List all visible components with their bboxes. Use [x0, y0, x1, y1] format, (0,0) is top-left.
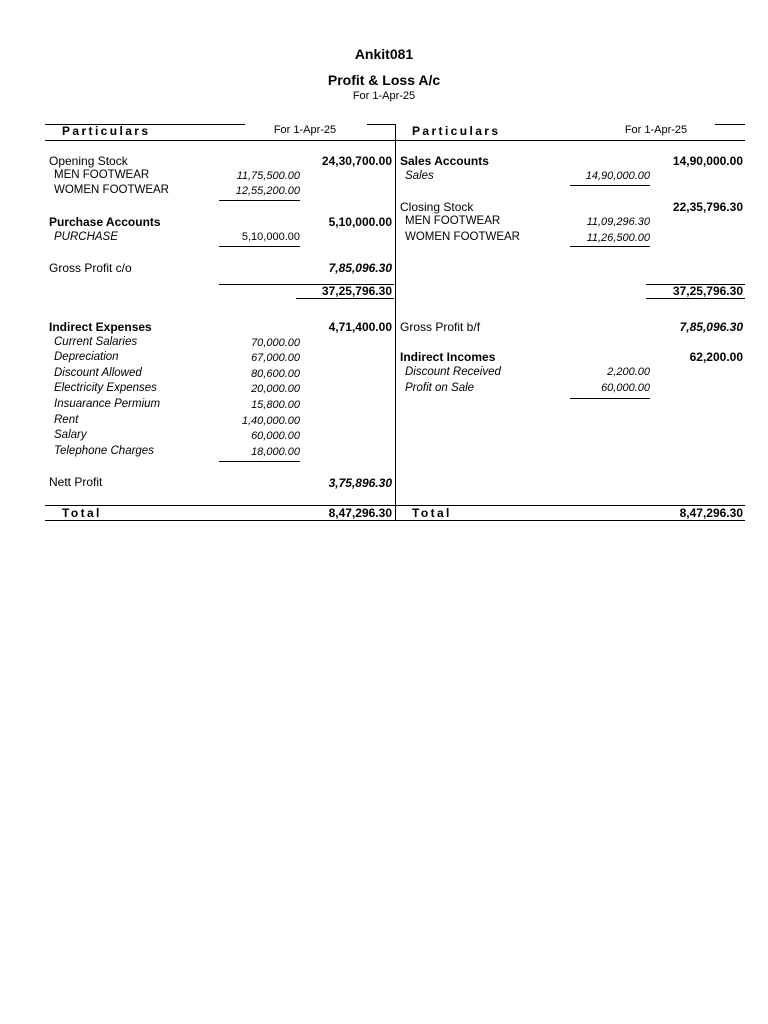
right-total-value: 8,47,296.30 — [679, 506, 743, 520]
opening-stock-underline — [219, 200, 300, 201]
opening-stock-label: Opening Stock — [49, 154, 128, 168]
expense-item-label: Electricity Expenses — [54, 382, 157, 394]
expense-item-value: 20,000.00 — [251, 383, 300, 395]
expense-item-label: Telephone Charges — [54, 445, 154, 457]
sales-accounts-label: Sales Accounts — [400, 154, 489, 168]
sales-underline — [570, 185, 650, 186]
expense-item-label: Rent — [54, 414, 79, 426]
header-top-rule-right — [715, 124, 745, 125]
right-period-header: For 1-Apr-25 — [624, 124, 688, 136]
closing-stock-item-label: WOMEN FOOTWEAR — [405, 231, 520, 243]
expense-item-value: 67,000.00 — [251, 352, 300, 364]
indirect-incomes-total: 62,200.00 — [689, 350, 743, 364]
sales-item-value: 14,90,000.00 — [585, 170, 650, 182]
total-bottom-rule — [45, 520, 745, 521]
closing-stock-label: Closing Stock — [400, 200, 474, 214]
expense-item-value: 80,600.00 — [251, 368, 300, 380]
nett-profit-label: Nett Profit — [49, 475, 103, 489]
gross-profit-co-value: 7,85,096.30 — [328, 261, 392, 275]
opening-stock-item-label: WOMEN FOOTWEAR — [54, 184, 169, 196]
expense-item-value: 15,800.00 — [251, 399, 300, 411]
purchase-item-value: 5,10,000.00 — [241, 231, 300, 243]
indirect-expenses-label: Indirect Expenses — [49, 320, 152, 334]
expense-item-label: Insuarance Permium — [54, 398, 161, 410]
left-particulars-header: Particulars — [62, 124, 151, 138]
expense-item-value: 70,000.00 — [251, 337, 300, 349]
expense-item-value: 18,000.00 — [251, 446, 300, 458]
column-divider — [395, 124, 396, 521]
left-total-value: 8,47,296.30 — [328, 506, 392, 520]
gross-profit-bf-label: Gross Profit b/f — [400, 320, 481, 334]
expense-item-label: Salary — [54, 429, 87, 441]
opening-stock-item-label: MEN FOOTWEAR — [54, 169, 150, 181]
closing-stock-item-label: MEN FOOTWEAR — [405, 215, 501, 227]
header-top-rule-mid — [367, 124, 395, 125]
gross-profit-bf-value: 7,85,096.30 — [679, 320, 743, 334]
report-title: Profit & Loss A/c — [327, 72, 441, 88]
opening-stock-total: 24,30,700.00 — [321, 154, 392, 168]
left-subtotal-value: 37,25,796.30 — [321, 284, 392, 298]
income-item-value: 60,000.00 — [601, 382, 650, 394]
closing-stock-item-value: 11,26,500.00 — [586, 232, 650, 244]
purchase-accounts-label: Purchase Accounts — [49, 215, 161, 229]
nett-profit-value: 3,75,896.30 — [328, 476, 392, 490]
left-period-header: For 1-Apr-25 — [273, 124, 337, 136]
right-total-label: Total — [412, 506, 452, 520]
incomes-underline — [570, 398, 650, 399]
report-period: For 1-Apr-25 — [352, 90, 416, 102]
right-subtotal-bottom-rule — [646, 298, 745, 299]
right-subtotal-value: 37,25,796.30 — [672, 284, 743, 298]
closing-stock-underline — [570, 246, 650, 247]
gross-profit-co-label: Gross Profit c/o — [49, 261, 132, 275]
company-name: Ankit081 — [354, 46, 414, 62]
expense-item-label: Current Salaries — [54, 336, 138, 348]
right-particulars-header: Particulars — [412, 124, 501, 138]
expense-item-value: 60,000.00 — [251, 430, 300, 442]
closing-stock-total: 22,35,796.30 — [672, 200, 743, 214]
purchase-underline — [219, 246, 300, 247]
expenses-underline — [219, 461, 300, 462]
opening-stock-item-value: 12,55,200.00 — [235, 185, 300, 197]
indirect-expenses-total: 4,71,400.00 — [328, 320, 392, 334]
opening-stock-item-value: 11,75,500.00 — [236, 170, 300, 182]
left-subtotal-bottom-rule — [296, 298, 394, 299]
income-item-label: Discount Received — [405, 366, 501, 378]
income-item-label: Profit on Sale — [405, 382, 475, 394]
left-total-label: Total — [62, 506, 102, 520]
purchase-accounts-total: 5,10,000.00 — [328, 215, 392, 229]
expense-item-label: Depreciation — [54, 351, 119, 363]
closing-stock-item-value: 11,09,296.30 — [586, 216, 650, 228]
indirect-incomes-label: Indirect Incomes — [400, 350, 496, 364]
sales-item-label: Sales — [405, 170, 434, 182]
total-top-rule — [45, 505, 745, 506]
income-item-value: 2,200.00 — [607, 366, 650, 378]
expense-item-label: Discount Allowed — [54, 367, 142, 379]
purchase-item-label: PURCHASE — [54, 231, 118, 243]
expense-item-value: 1,40,000.00 — [241, 415, 300, 427]
sales-accounts-total: 14,90,000.00 — [672, 154, 743, 168]
